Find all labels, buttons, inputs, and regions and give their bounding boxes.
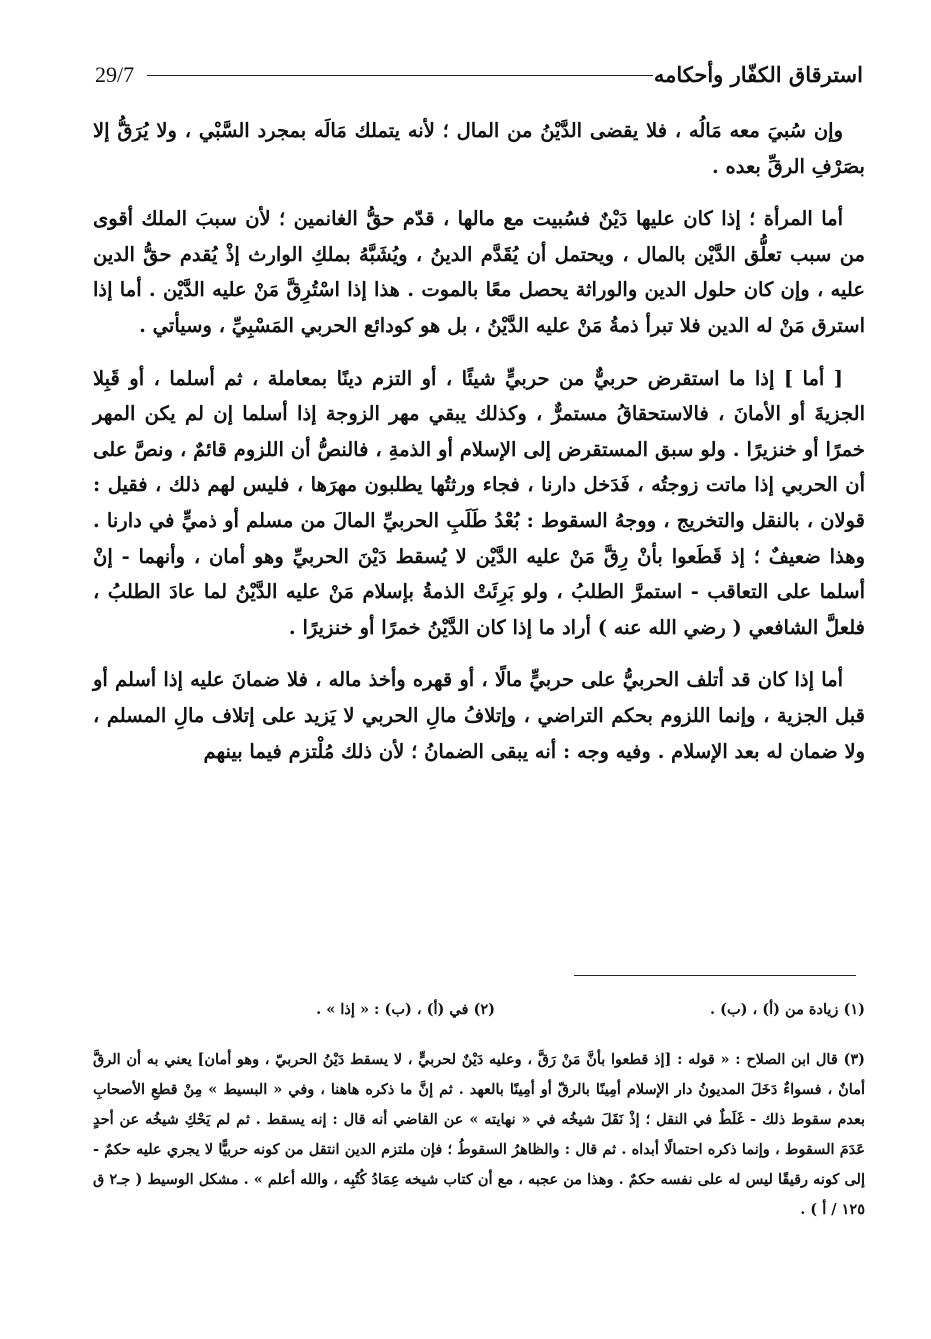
paragraph: أما إذا كان قد أتلف الحربيُّ على حربيٍّ مالًا ، أو قهره وأخذ ماله ، فلا ضمانَ عليه إذا أسلم أو قبل الجزية ، وإنما اللزوم بحكم التراضي ، وإتلافُ مالِ الحربي لا يَزيد على إتلاف مالِ المسلم ، ولا ضمان له بعد الإسلام . وفيه وجه : أنه يبقى الضمانُ ؛ لأن ذلك مُلْتزم فيما بينهم	[93, 668, 865, 763]
footnote-2: (٢) في (أ) ، (ب) : « إذا » .	[316, 1001, 495, 1018]
page-number: 29/7	[95, 62, 135, 87]
paragraph: وإن سُبيَ معه مَالُه ، فلا يقضى الدَّيْنُ من المال ؛ لأنه يتملك مَالَه بمجرد السَّبْي ، ولا يُرَقُّ إلا بصَرْفِ الرقِّ بعده .	[93, 119, 865, 178]
footnote-rule	[574, 975, 856, 976]
header-rule	[147, 75, 653, 76]
footnote-row	[93, 995, 865, 1029]
paragraph: أما المرأة ؛ إذا كان عليها دَيْنٌ فسُبيت مع مالها ، قدّم حقُّ الغانمين ؛ لأن سببَ الملك أقوى من سبب تعلُّق الدَّيْن بالمال ، ويحتمل أن يُقَدَّم الدينُ ، ويُشَبَّهُ بملكِ الوارث إذْ يُقدم حقُّ الدين عليه ، وإن كان حلول الدين والوراثة يحصل معًا بالموت . هذا إذا اسْتُرِقَّ مَنْ عليه الدَّيْن . أما إذا استرق مَنْ له الدين فلا تبرأ ذمةُ مَنْ عليه الدَّيْنُ ، بل هو كودائع الحربي المَسْبِيِّ ، وسيأتي .	[93, 207, 865, 337]
paragraph: [ أما ] إذا ما استقرض حربيٌّ من حربيٍّ شيئًا ، أو التزم دينًا بمعاملة ، ثم أسلما ، أو قَبِلا الجزيةَ أو الأمانَ ، فالاستحقاقُ مستمرٌّ ، وكذلك يبقي مهر الزوجة إذا أسلما إن لم يكن المهر خمرًا أو خنزيرًا . ولو سبق المستقرض إلى الإسلام أو الذمةِ ، فالنصُّ أن اللزوم قائمٌ ، ونصَّ على أن الحربي إذا ماتت زوجتُه ، فَدَخل دارنا ، فجاء ورثتُها يطلبون مهرَها ، فليس لهم ذلك ، فقيل : قولان ، بالنقل والتخريج ، ووجهُ السقوط : بُعْدُ طَلَبِ الحربيِّ المالَ من مسلم أو ذميٍّ في دارنا . وهذا ضعيفٌ ؛ إذ قَطَعوا بأنْ رِقَّ مَنْ عليه الدَّيْن لا يُسقط دَيْنَ الحربيِّ وهو أمان ، وأنهما - إنْ أسلما على التعاقب - استمرَّ الطلبُ ، ولو بَرِئَتْ الذمةُ بإسلام مَنْ عليه الدَّيْنُ لما عادَ الطلبُ ، فلعلَّ الشافعي ( رضي الله عنه ) أراد ما إذا كان الدَّيْنُ خمرًا أو خنزيرًا .	[93, 366, 865, 639]
main-text	[93, 113, 865, 786]
page-header	[95, 60, 863, 90]
footnote-1: (١) زيادة من (أ) ، (ب) .	[710, 1001, 865, 1018]
footnote-3: (٣) قال ابن الصلاح : « قوله : [إذ قطعوا بأنَّ مَنْ رَقَّ ، وعليه دَيْنٌ لحربيٍّ ، لا يسقط دَيْنُ الحربيّ ، وهو أمان] يعني به أن الرقَّ أمانٌ ، فسواءٌ دَخَلَ المديونُ دار الإسلام أمِينًا بالرقّ أو أمِينًا بالعهد . ثم إنَّ ما ذكره هاهنا ، وفي « البسيط » مِنْ قطعِ الأصحابِ بعدم سقوط ذلك - غَلَطٌ في النقل ؛ إذْ نَقَلَ شيخُه في « نهايته » عن القاضي أنه قال : إنه يسقط . ثم لم يَحْكِ شيخُه عن أحدٍ عَدَمَ السقوط ، وإنما ذكره احتمالًا أبداه . ثم قال : والظاهرُ السقوطُ ؛ فإن ملتزم الدين انتقل من كونه حربيًّا لا يجري عليه حكمٌ - إلى كونه رقيقًا ليس له على نفسه حكمٌ . وهذا من عجبه ، مع أن كتاب شيخه عِمَادُ كُتُبِه ، والله أعلم » . مشكل الوسيط ( جـ٢ ق ١٢٥ / أ ) .	[93, 1051, 865, 1218]
footnotes	[93, 995, 865, 1225]
running-title: استرقاق الكفّار وأحكامه	[653, 62, 863, 87]
